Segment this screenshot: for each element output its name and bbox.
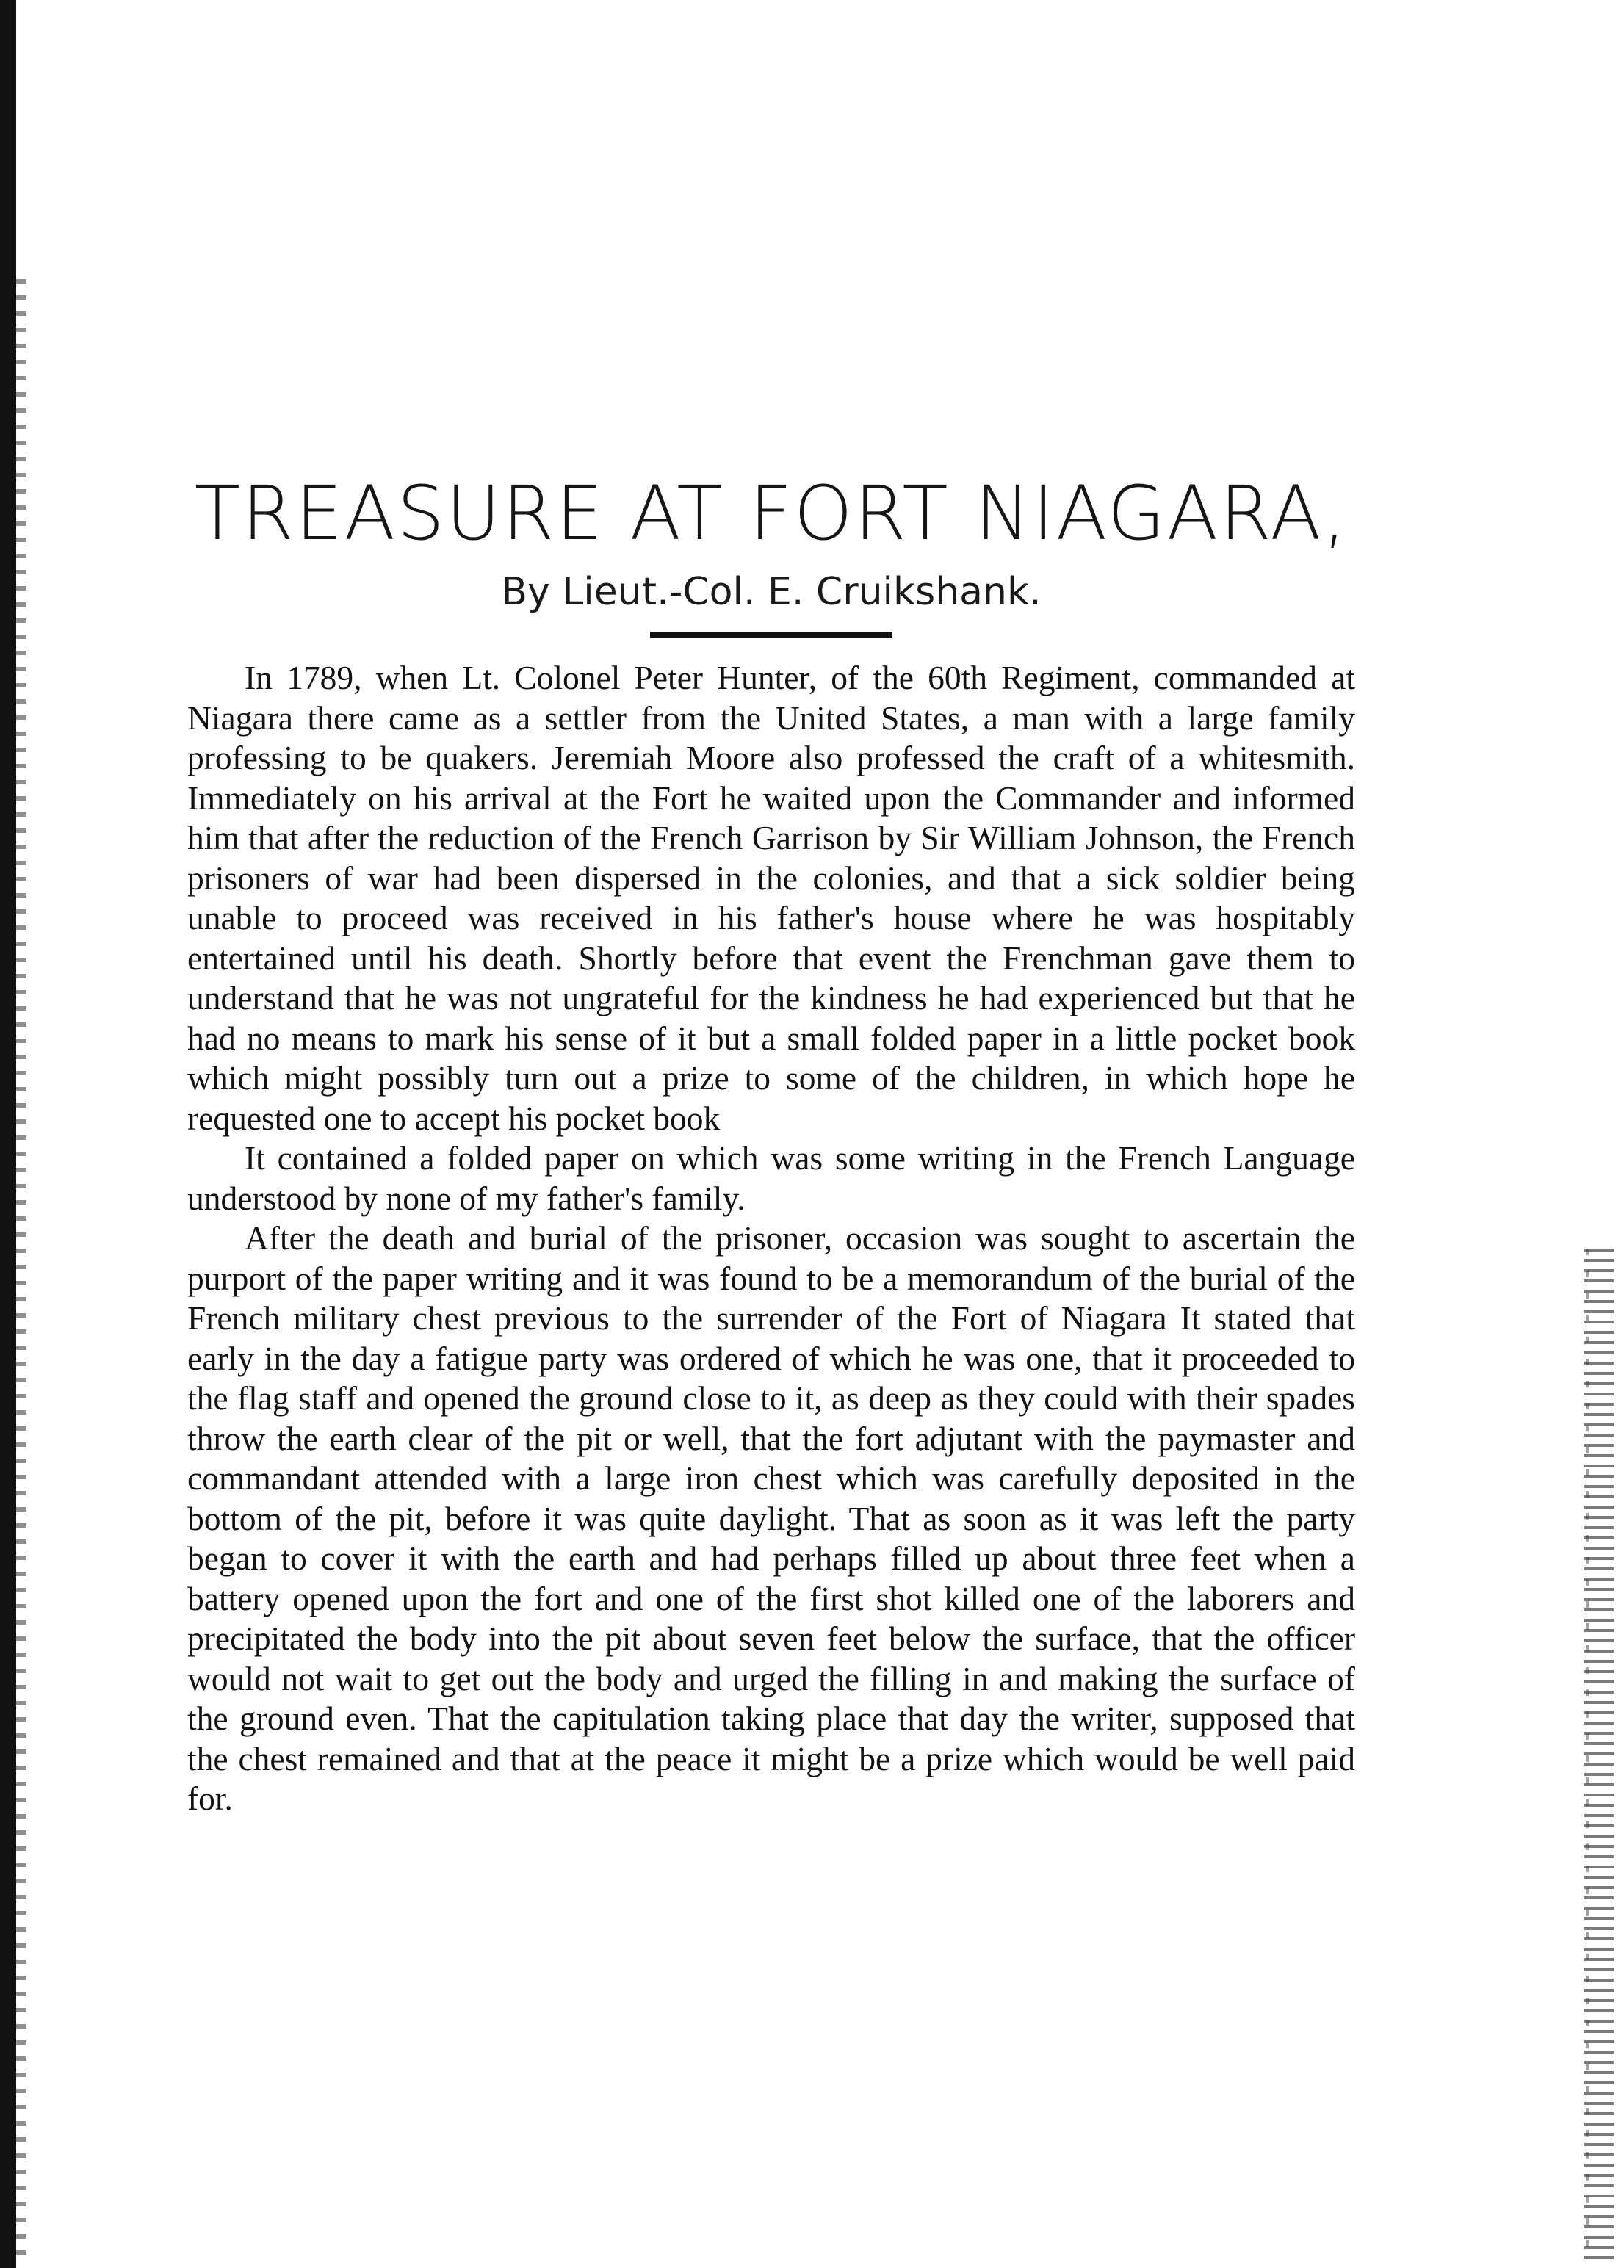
article-title: TREASURE AT FORT NIAGARA, (194, 470, 1349, 557)
title-divider (650, 632, 892, 638)
article-page (187, 470, 1355, 1819)
article-body (187, 658, 1355, 1819)
paragraph-3: After the death and burial of the prisoner, occasion was sought to ascertain the purport of the paper writing and it was found to be a memorandum of the burial of the French military chest previous to the surrender of the Fort of Niagara It stated that early in the day a fatigue party was ordered of which he was one, that it proceeded to the flag staff and opened the ground close to it, as deep as they could with their spades throw the earth clear of the pit or well, that the fort adjutant with the paymaster and commandant attended with a large iron chest which was carefully deposited in the bottom of the pit, before it was quite daylight. That as soon as it was left the party began to cover it with the earth and had perhaps filled up about three feet when a battery opened upon the fort and one of the first shot killed one of the laborers and precipitated the body into the pit about seven feet below the surface, that the officer would not wait to get out the body and urged the filling in and making the surface of the ground even. That the capitulation taking place that day the writer, supposed that the chest remained and that at the peace it might be a prize which would be well paid for. (187, 1219, 1355, 1817)
scan-edge-left (0, 0, 16, 2268)
article-byline: By Lieut.-Col. E. Cruikshank. (501, 570, 1042, 614)
scan-edge-right (1584, 1249, 1614, 2262)
paragraph-1: In 1789, when Lt. Colonel Peter Hunter, of the 60th Regiment, commanded at Niagara there came as a settler from the United States, a man with a large family professing to be quakers. Jeremiah Moore also professed the craft of a whitesmith. Immediately on his arrival at the Fort he waited upon the Commander and informed him that after the reduction of the French Garrison by Sir William Johnson, the French prisoners of war had been dispersed in the colonies, and that a sick soldier being unable to proceed was received in his father's house where he was hospitably entertained until his death. Shortly before that event the Frenchman gave them to understand that he was not ungrateful for the kindness he had experienced but that he had no means to mark his sense of it but a small folded paper in a little pocket book which might possibly turn out a prize to some of the children, in which hope he requested one to accept his pocket book (187, 659, 1355, 1137)
scan-edge-left-ragged (16, 279, 26, 2262)
paragraph-2: It contained a folded paper on which was some writing in the French Language understood by none of my father's family. (187, 1139, 1355, 1217)
scan-edge-right-thin (1586, 1249, 1589, 2262)
